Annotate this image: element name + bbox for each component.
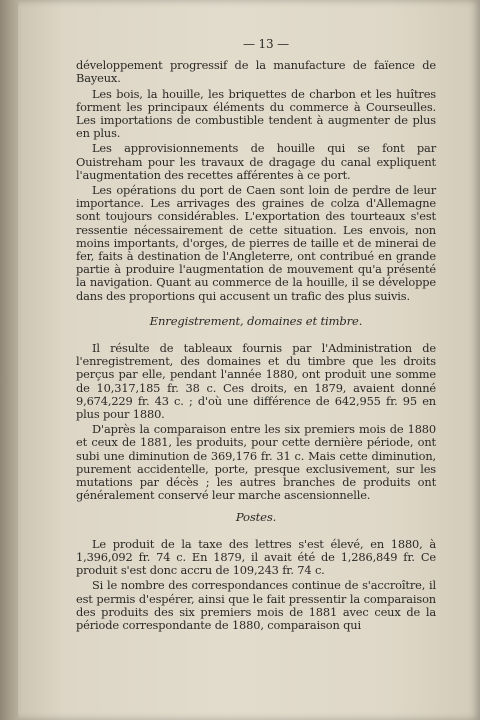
paragraph: Les bois, la houille, les briquettes de charbon et les huîtres forment les principaux éléments du commerce à Courseulles. Les importations de combustible tendent à augmenter de plus en plus. — [76, 86, 436, 141]
paragraph: développement progressif de la manufacture de faïence de Bayeux. — [76, 58, 436, 86]
paragraph: Il résulte de tableaux fournis par l'Administration de l'enregistrement, des domaines et du timbre que les droits perçus par elle, pendant l'année 1880, ont produit une somme de 10,317,185 fr. 38 c. Ces droits, en 1879, avaient donné 9,674,229 fr. 43 c. ; d'où une différence de 642,955 fr. 95 en plus pour 1880. — [76, 341, 436, 422]
page-text — [76, 38, 436, 634]
paragraph: Si le nombre des correspondances continue de s'accroître, il est permis d'espérer, ainsi que le fait pressentir la comparaison des produits des six premiers mois de 1881 avec ceux de la période correspondante de 1880, comparaison qui — [76, 578, 436, 632]
paragraph: Le produit de la taxe des lettres s'est élevé, en 1880, à 1,396,092 fr. 74 c. En 1879, il avait été de 1,286,849 fr. Ce produit s'est donc accru de 109,243 fr. 74 c. — [76, 536, 436, 578]
paragraph: Les opérations du port de Caen sont loin de perdre de leur importance. Les arrivages des graines de colza d'Allemagne sont toujours considérables. L'exportation des tourteaux s'est ressentie nécessairement de cette situation. Les envois, non moins importants, d'orges, de pierres de taille et de minerai de fer, faits à destination de l'Angleterre, ont contribué en grande partie à produire l'augmentation de mouvement qu'a présenté la navigation. Quant au commerce de la houille, il se développe dans des proportions qui accusent un trafic des plus suivis. — [76, 183, 436, 303]
section-heading-enregistrement: Enregistrement, domaines et timbre. — [149, 313, 363, 328]
book-page — [18, 0, 480, 720]
paragraph: D'après la comparaison entre les six premiers mois de 1880 et ceux de 1881, les produits, pour cette dernière période, ont subi une diminution de 369,176 fr. 31 c. Mais cette diminution, purement accidentelle, porte, presque exclusivement, sur les mutations par décès ; les autres branches de produits ont généralement conservé leur marche ascensionnelle. — [76, 422, 436, 503]
paragraph: Les approvisionnements de houille qui se font par Ouistreham pour les travaux de dragage du canal expliquent l'augmentation des recettes afférentes à ce port. — [76, 141, 436, 182]
book-binding — [0, 0, 18, 720]
section-heading-postes: Postes. — [235, 509, 277, 524]
page-number: — 13 — — [243, 37, 289, 51]
